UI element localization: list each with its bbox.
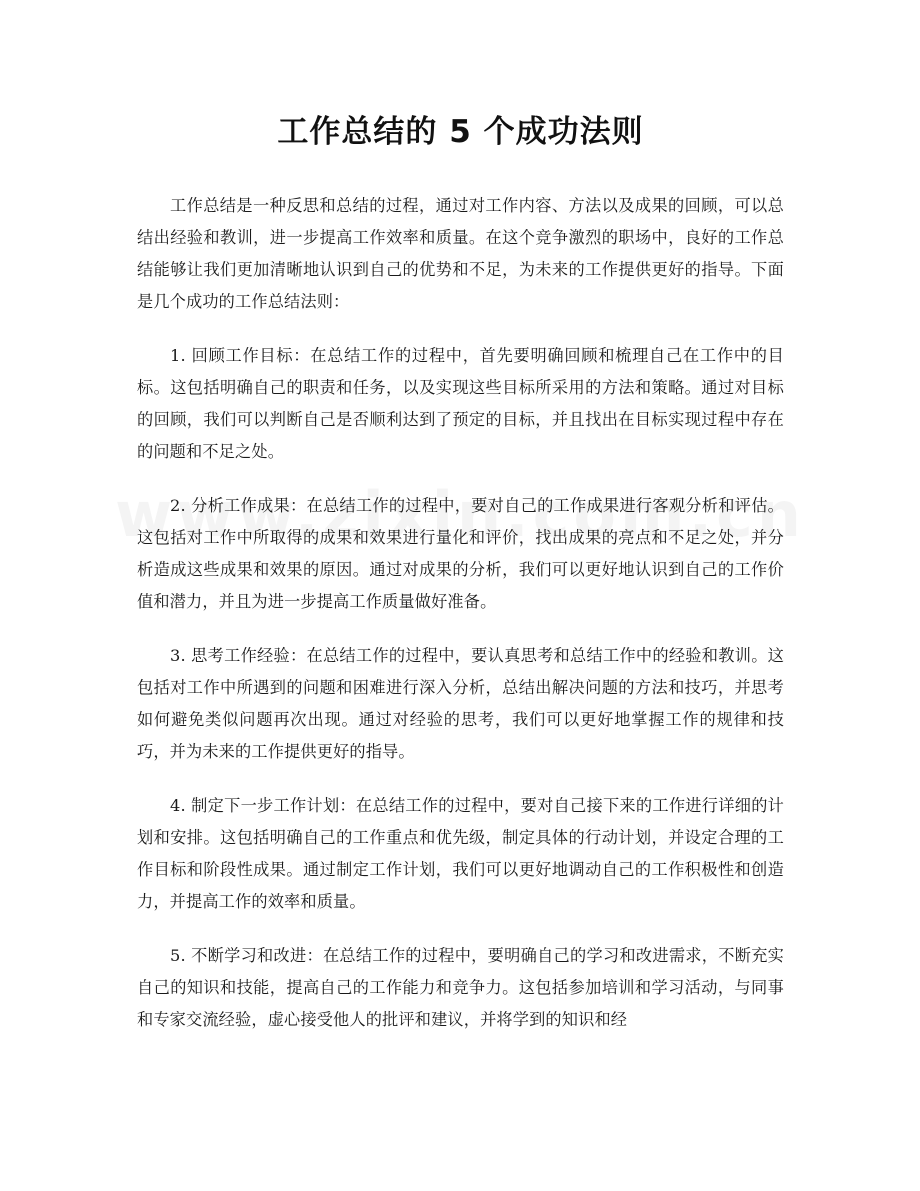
document-title: 工作总结的 5 个成功法则 xyxy=(277,114,644,150)
rule-4-paragraph: 4. 制定下一步工作计划：在总结工作的过程中，要对自己接下来的工作进行详细的计划和安排。这包括明确自己的工作重点和优先级，制定具体的行动计划，并设定合理的工作目标和阶段性成果。通过制定工作计划，我们可以更好地调动自己的工作积极性和创造力，并提高工作的效率和质量。 xyxy=(137,796,784,911)
intro-paragraph: 工作总结是一种反思和总结的过程，通过对工作内容、方法以及成果的回顾，可以总结出经验和教训，进一步提高工作效率和质量。在这个竞争激烈的职场中，良好的工作总结能够让我们更加清晰地认识到自己的优势和不足，为未来的工作提供更好的指导。下面是几个成功的工作总结法则： xyxy=(137,196,784,311)
rule-2-paragraph: 2. 分析工作成果：在总结工作的过程中，要对自己的工作成果进行客观分析和评估。这包括对工作中所取得的成果和效果进行量化和评价，找出成果的亮点和不足之处，并分析造成这些成果和效果的原因。通过对成果的分析，我们可以更好地认识到自己的工作价值和潜力，并且为进一步提高工作质量做好准备。 xyxy=(137,496,784,611)
rule-3-paragraph: 3. 思考工作经验：在总结工作的过程中，要认真思考和总结工作中的经验和教训。这包括对工作中所遇到的问题和困难进行深入分析，总结出解决问题的方法和技巧，并思考如何避免类似问题再次出现。通过对经验的思考，我们可以更好地掌握工作的规律和技巧，并为未来的工作提供更好的指导。 xyxy=(137,646,784,761)
rule-1-paragraph: 1. 回顾工作目标：在总结工作的过程中，首先要明确回顾和梳理自己在工作中的目标。这包括明确自己的职责和任务，以及实现这些目标所采用的方法和策略。通过对目标的回顾，我们可以判断自己是否顺利达到了预定的目标，并且找出在目标实现过程中存在的问题和不足之处。 xyxy=(137,346,784,461)
rule-5-paragraph: 5. 不断学习和改进：在总结工作的过程中，要明确自己的学习和改进需求，不断充实自己的知识和技能，提高自己的工作能力和竞争力。这包括参加培训和学习活动，与同事和专家交流经验，虚心接受他人的批评和建议，并将学到的知识和经 xyxy=(137,946,784,1029)
